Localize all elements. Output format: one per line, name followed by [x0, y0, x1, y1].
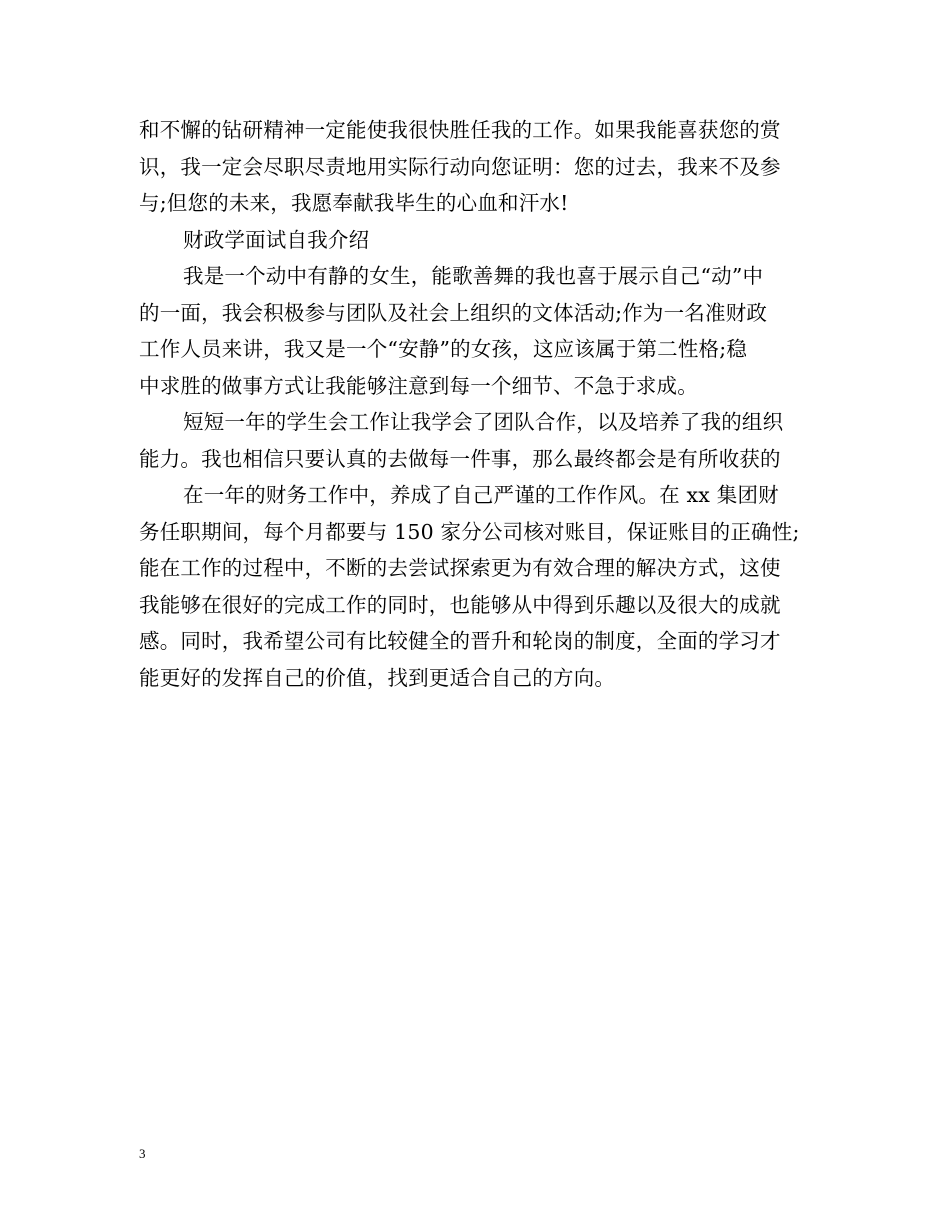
- text-line: 的一面，我会积极参与团队及社会上组织的文体活动;作为一名准财政: [139, 300, 768, 325]
- document-body: [139, 112, 815, 696]
- text-line: 感。同时，我希望公司有比较健全的晋升和轮岗的制度，全面的学习才: [139, 629, 781, 653]
- text-line: 能力。我也相信只要认真的去做每一件事，那么最终都会是有所收获的: [139, 446, 781, 471]
- text-line: 短短一年的学生会工作让我学会了团队合作，以及培养了我的组织: [183, 410, 784, 434]
- text-line: 能在工作的过程中，不断的去尝试探索更为有效合理的解决方式，这使: [139, 556, 781, 580]
- text-line: 能更好的发挥自己的价值，找到更适合自己的方向。: [139, 665, 616, 690]
- text-line: 务任职期间，每个月都要与 150 家分公司核对账目，保证账目的正确性;: [139, 519, 800, 544]
- text-line: 与;但您的未来，我愿奉献我毕生的心血和汗水!: [139, 191, 569, 215]
- text-line: 工作人员来讲，我又是一个“安静”的女孩，这应该属于第二性格;稳: [139, 337, 748, 361]
- text-line: 我能够在很好的完成工作的同时，也能够从中得到乐趣以及很大的成就: [139, 592, 781, 617]
- text-line: 在一年的财务工作中，养成了自己严谨的工作作风。在 xx 集团财: [183, 483, 779, 507]
- text-line: 和不懈的钻研精神一定能使我很快胜任我的工作。如果我能喜获您的赏: [139, 118, 781, 142]
- page-number: 3: [139, 1146, 146, 1161]
- text-line: 我是一个动中有静的女生，能歌善舞的我也喜于展示自己“动”中: [183, 264, 764, 288]
- text-line: 识，我一定会尽职尽责地用实际行动向您证明：您的过去，我来不及参: [139, 154, 781, 179]
- text-line: 中求胜的做事方式让我能够注意到每一个细节、不急于求成。: [139, 373, 698, 398]
- section-heading: 财政学面试自我介绍: [183, 227, 370, 252]
